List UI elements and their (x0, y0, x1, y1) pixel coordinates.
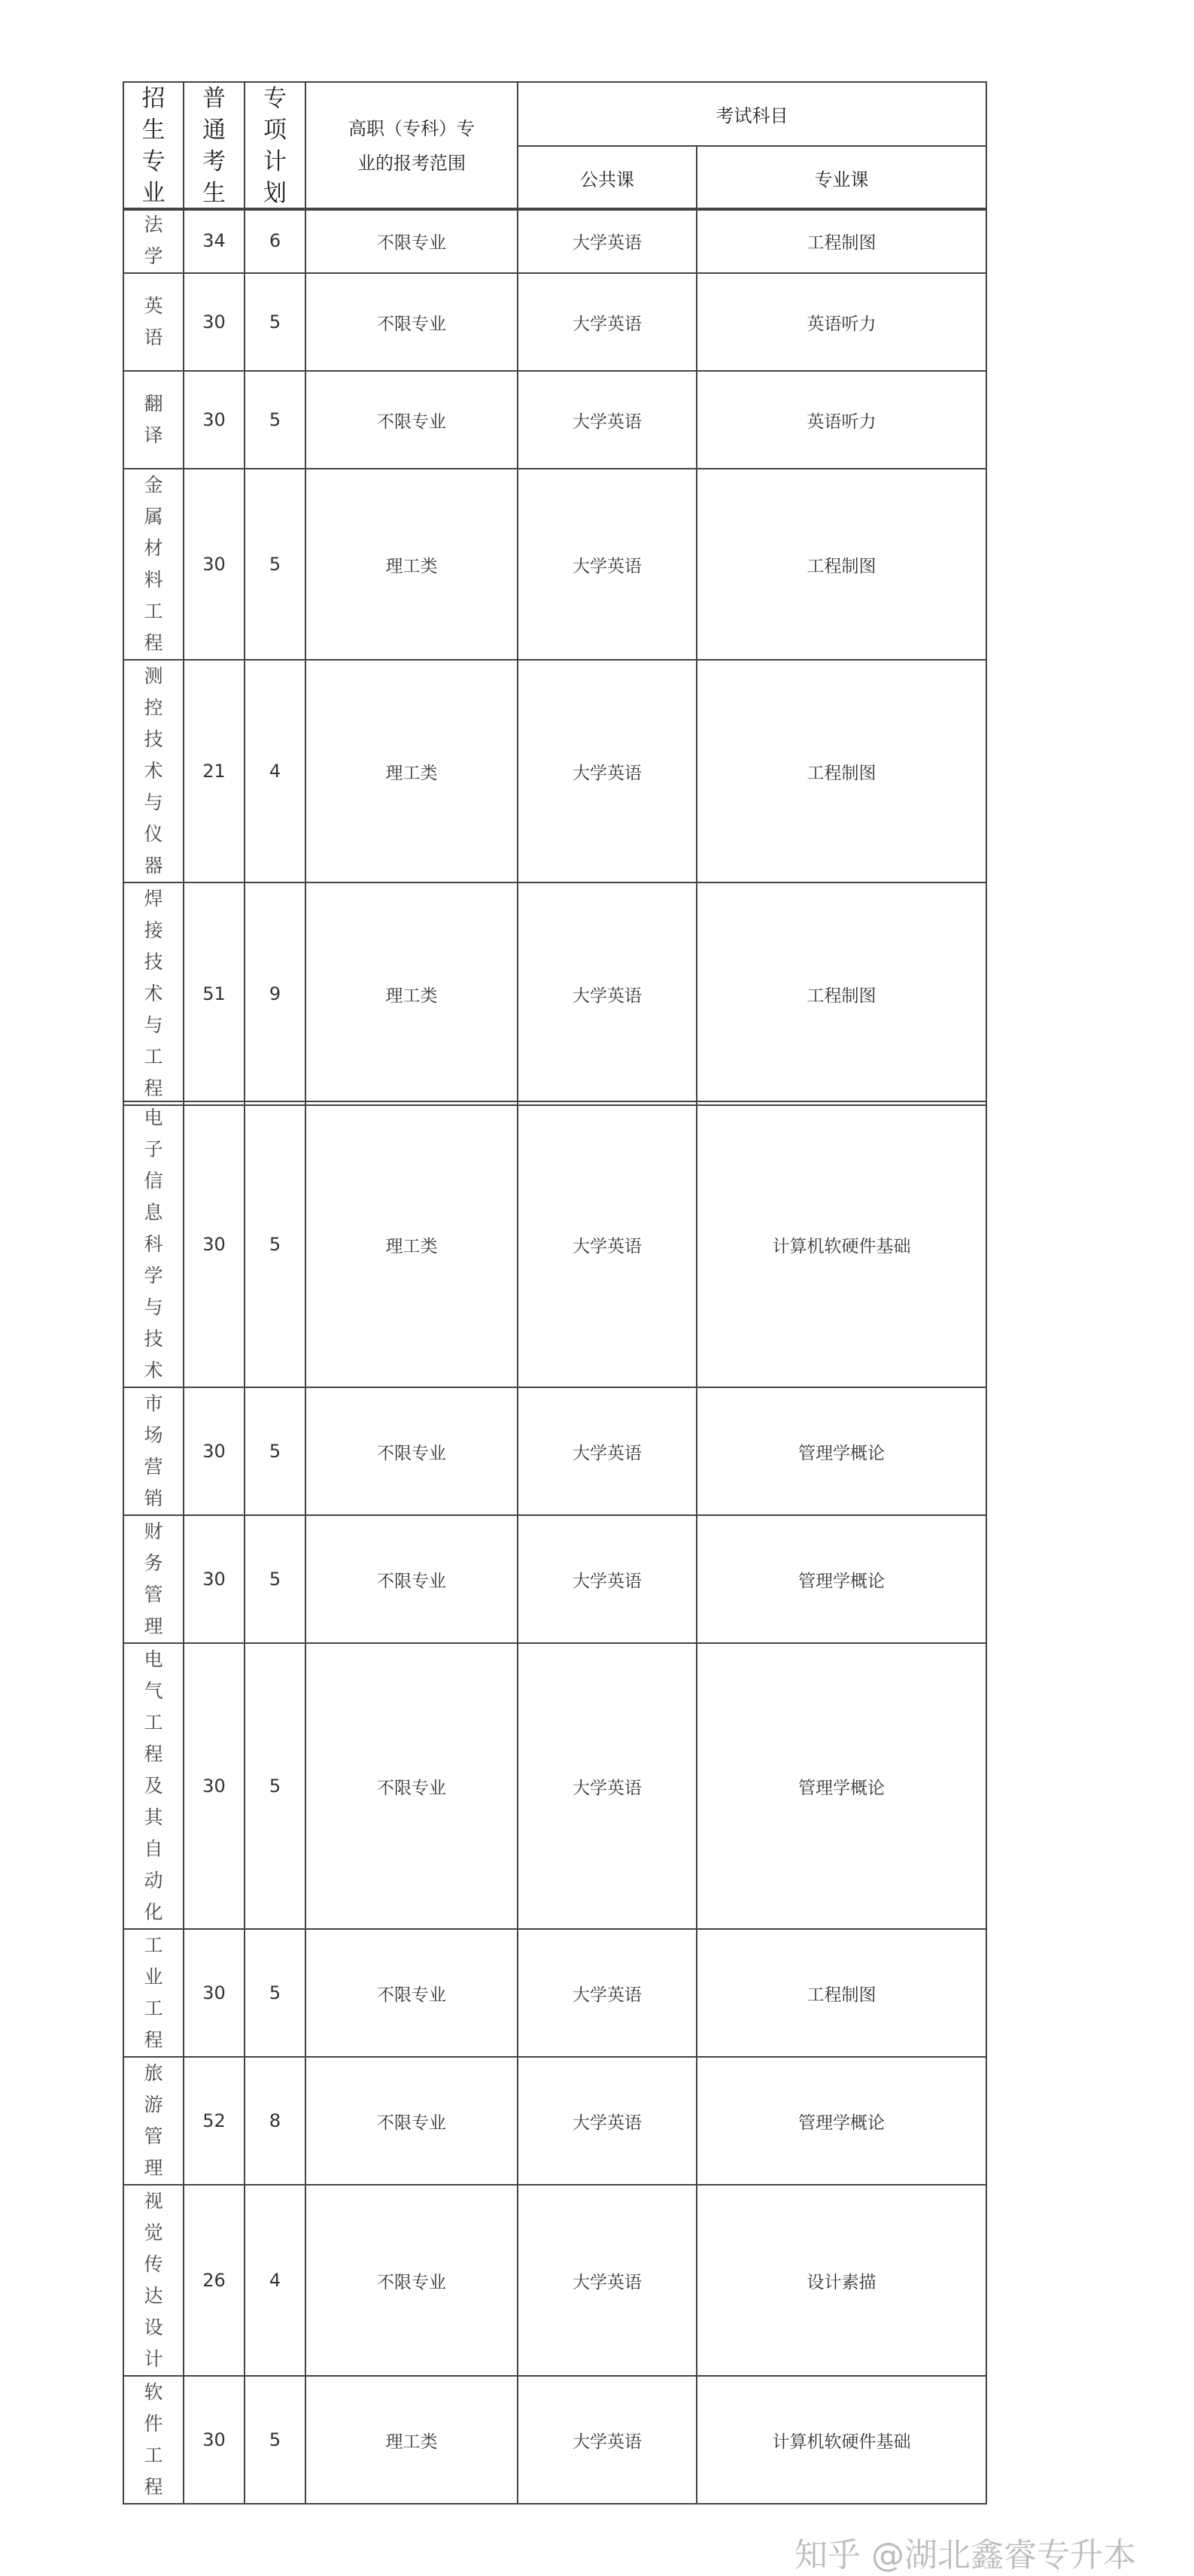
professional-course-cell: 工程制图 (697, 882, 986, 1105)
public-course-cell: 大学英语 (518, 1929, 697, 2057)
major-cell (123, 1387, 184, 1515)
major-cell (123, 1515, 184, 1643)
table-row (123, 2057, 986, 2185)
public-course-cell: 大学英语 (518, 1643, 697, 1929)
regular-count-cell: 30 (184, 2376, 245, 2504)
regular-count-cell: 26 (184, 2185, 245, 2376)
regular-count-cell: 30 (184, 469, 245, 660)
regular-count-cell: 30 (184, 1643, 245, 1929)
professional-course-cell: 计算机软硬件基础 (697, 2376, 986, 2504)
professional-course-cell: 管理学概论 (697, 2057, 986, 2185)
major-name: 金 属 材 料 工 程 (144, 474, 163, 654)
scope-cell: 不限专业 (305, 208, 518, 273)
public-course-cell: 大学英语 (518, 2185, 697, 2376)
professional-course-cell: 工程制图 (697, 660, 986, 882)
header-scope-text: 高职（专科）专业的报考范围 (348, 118, 475, 174)
professional-course-cell: 工程制图 (697, 469, 986, 660)
scope-cell: 不限专业 (305, 1643, 518, 1929)
scope-cell: 理工类 (305, 882, 518, 1105)
special-count-cell: 5 (245, 1515, 305, 1643)
scope-cell: 不限专业 (305, 1387, 518, 1515)
professional-course-cell: 管理学概论 (697, 1515, 986, 1643)
professional-course-cell: 管理学概论 (697, 1387, 986, 1515)
major-name: 财 务 管 理 (144, 1520, 163, 1637)
major-name: 翻 译 (144, 393, 163, 446)
enrollment-table-body (123, 1101, 987, 2505)
scope-cell: 不限专业 (305, 1515, 518, 1643)
public-course-cell: 大学英语 (518, 371, 697, 469)
scope-cell: 理工类 (305, 660, 518, 882)
special-count-cell: 5 (245, 1643, 305, 1929)
regular-count-cell: 21 (184, 660, 245, 882)
header-major (123, 82, 184, 210)
header-regular (184, 82, 245, 210)
table-row (123, 2376, 986, 2504)
regular-count-cell: 30 (184, 1387, 245, 1515)
scope-cell: 不限专业 (305, 1929, 518, 2057)
major-cell (123, 2057, 184, 2185)
professional-course-cell: 工程制图 (697, 208, 986, 273)
header-special (245, 82, 305, 210)
public-course-cell: 大学英语 (518, 1515, 697, 1643)
header-exam: 考试科目 (518, 82, 986, 146)
table-row (123, 1643, 986, 1929)
scope-cell: 不限专业 (305, 371, 518, 469)
table-row (123, 1515, 986, 1643)
major-name: 法 学 (144, 214, 163, 267)
major-cell (123, 660, 184, 882)
header-professional: 专业课 (697, 146, 986, 210)
public-course-cell: 大学英语 (518, 273, 697, 371)
table-row (123, 1101, 986, 1387)
regular-count-cell: 30 (184, 273, 245, 371)
scope-cell: 不限专业 (305, 2185, 518, 2376)
major-cell (123, 2376, 184, 2504)
table-row (123, 208, 986, 273)
major-cell (123, 208, 184, 273)
major-cell (123, 371, 184, 469)
enrollment-table (123, 81, 987, 211)
watermark: 知乎 @湖北鑫睿专升本 (794, 2536, 1136, 2574)
special-count-cell: 5 (245, 1929, 305, 2057)
special-count-cell: 5 (245, 273, 305, 371)
table-row (123, 882, 986, 1105)
major-name: 市 场 营 销 (144, 1393, 163, 1509)
header-public: 公共课 (518, 146, 697, 210)
regular-count-cell: 51 (184, 882, 245, 1105)
major-name: 电 气 工 程 及 其 自 动 化 (144, 1648, 163, 1923)
major-cell (123, 469, 184, 660)
enrollment-table-body (123, 208, 987, 1106)
scope-cell: 理工类 (305, 1101, 518, 1387)
major-cell (123, 2185, 184, 2376)
major-name: 视 觉 传 达 设 计 (144, 2190, 163, 2370)
major-cell (123, 882, 184, 1105)
professional-course-cell: 计算机软硬件基础 (697, 1101, 986, 1387)
special-count-cell: 5 (245, 1387, 305, 1515)
scope-cell: 不限专业 (305, 273, 518, 371)
table-row (123, 1929, 986, 2057)
special-count-cell: 8 (245, 2057, 305, 2185)
public-course-cell: 大学英语 (518, 2376, 697, 2504)
regular-count-cell: 30 (184, 371, 245, 469)
scope-cell: 理工类 (305, 469, 518, 660)
major-name: 工 业 工 程 (144, 1934, 163, 2051)
professional-course-cell: 英语听力 (697, 371, 986, 469)
major-cell (123, 1643, 184, 1929)
professional-course-cell: 管理学概论 (697, 1643, 986, 1929)
major-name: 旅 游 管 理 (144, 2062, 163, 2179)
header-scope (305, 82, 518, 210)
major-name: 电 子 信 息 科 学 与 技 术 (144, 1107, 163, 1381)
regular-count-cell: 52 (184, 2057, 245, 2185)
public-course-cell: 大学英语 (518, 1101, 697, 1387)
public-course-cell: 大学英语 (518, 1387, 697, 1515)
special-count-cell: 5 (245, 469, 305, 660)
table-row (123, 2185, 986, 2376)
public-course-cell: 大学英语 (518, 2057, 697, 2185)
special-count-cell: 4 (245, 2185, 305, 2376)
scope-cell: 不限专业 (305, 2057, 518, 2185)
special-count-cell: 4 (245, 660, 305, 882)
major-name: 英 语 (144, 295, 163, 348)
major-cell (123, 1101, 184, 1387)
regular-count-cell: 30 (184, 1101, 245, 1387)
professional-course-cell: 英语听力 (697, 273, 986, 371)
header-regular-text: 普 通 考 生 (202, 85, 226, 207)
public-course-cell: 大学英语 (518, 660, 697, 882)
table-row (123, 371, 986, 469)
special-count-cell: 5 (245, 1101, 305, 1387)
public-course-cell: 大学英语 (518, 469, 697, 660)
special-count-cell: 6 (245, 208, 305, 273)
special-count-cell: 5 (245, 371, 305, 469)
regular-count-cell: 30 (184, 1929, 245, 2057)
major-name: 测 控 技 术 与 仪 器 (144, 665, 163, 876)
header-special-text: 专 项 计 划 (263, 85, 287, 207)
public-course-cell: 大学英语 (518, 208, 697, 273)
table-row (123, 660, 986, 882)
regular-count-cell: 34 (184, 208, 245, 273)
professional-course-cell: 设计素描 (697, 2185, 986, 2376)
major-name: 软 件 工 程 (144, 2381, 163, 2498)
regular-count-cell: 30 (184, 1515, 245, 1643)
special-count-cell: 9 (245, 882, 305, 1105)
major-cell (123, 273, 184, 371)
header-major-text: 招 生 专 业 (141, 85, 166, 207)
professional-course-cell: 工程制图 (697, 1929, 986, 2057)
table-row (123, 1387, 986, 1515)
major-cell (123, 1929, 184, 2057)
table-row (123, 273, 986, 371)
special-count-cell: 5 (245, 2376, 305, 2504)
scope-cell: 理工类 (305, 2376, 518, 2504)
public-course-cell: 大学英语 (518, 882, 697, 1105)
table-row (123, 469, 986, 660)
major-name: 焊 接 技 术 与 工 程 (144, 888, 163, 1099)
